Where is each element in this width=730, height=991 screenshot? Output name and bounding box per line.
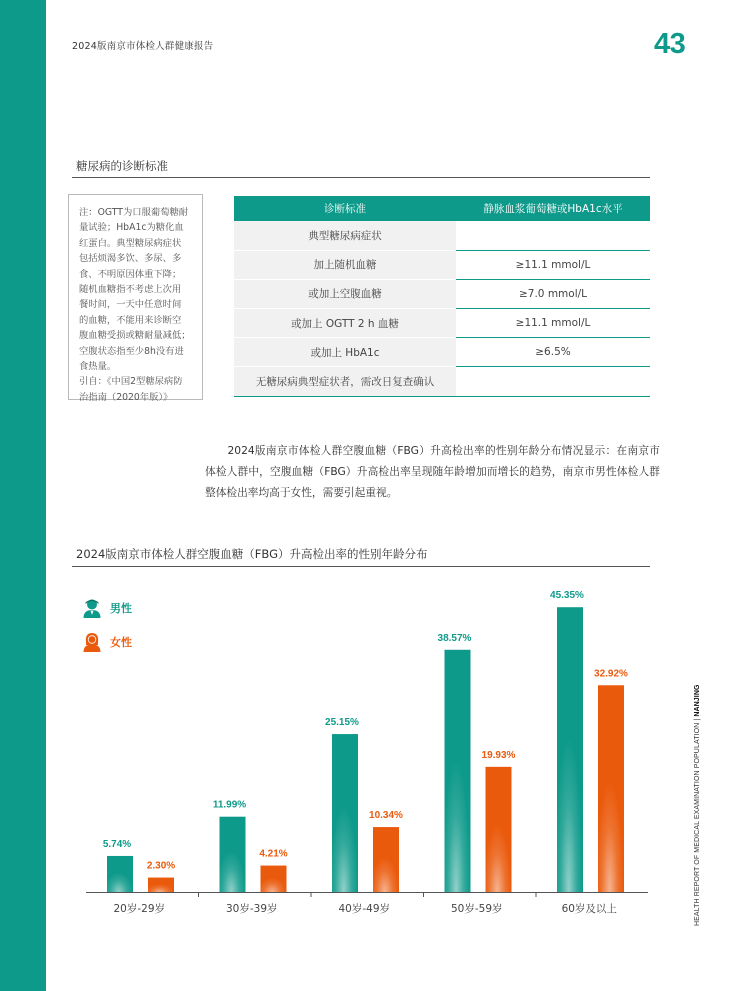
- side-color-bar: [0, 0, 46, 991]
- note-line: 食、不明原因体重下降；: [79, 268, 182, 280]
- table-cell: 或加上 HbA1c: [234, 338, 456, 367]
- x-tick-label: 60岁及以上: [561, 903, 617, 915]
- legend-item-male: [82, 598, 132, 618]
- table-cell: ≥11.1 mmol/L: [456, 250, 650, 279]
- page-number: 43: [654, 28, 686, 60]
- male-person-icon: [82, 598, 102, 618]
- bar-glow: [486, 767, 512, 892]
- x-tick-label: 30岁-39岁: [225, 903, 278, 915]
- note-line: 红蛋白。典型糖尿病症状: [79, 237, 182, 249]
- diagnosis-criteria-table: [234, 196, 650, 397]
- section-divider: [72, 177, 650, 178]
- note-line: 注：OGTT为口服葡萄糖耐: [79, 207, 189, 218]
- table-cell: 典型糖尿病症状: [234, 221, 456, 250]
- bar-female: [261, 866, 287, 892]
- legend-label-male: 男性: [110, 602, 132, 615]
- data-label: 2.30%: [146, 860, 176, 872]
- bar-glow: [261, 866, 287, 892]
- column-header: 静脉血浆葡萄糖或HbA1c水平: [456, 196, 650, 221]
- note-line: 治指南（2020年版）》: [79, 391, 173, 403]
- x-tick-label: 40岁-49岁: [338, 903, 391, 915]
- bar-glow: [445, 650, 471, 892]
- table-cell: ≥7.0 mmol/L: [456, 279, 650, 308]
- bar-female: [373, 827, 399, 892]
- body-paragraph: [205, 440, 660, 503]
- x-tick-label: 50岁-59岁: [450, 903, 503, 915]
- bar-glow: [332, 734, 358, 892]
- table-row: [234, 221, 650, 250]
- female-person-icon: [82, 632, 102, 652]
- table-cell: 无糖尿病典型症状者，需改日复查确认: [234, 367, 456, 396]
- note-box: [68, 194, 203, 403]
- bar-male: [557, 607, 583, 892]
- table-cell: 或加上空腹血糖: [234, 279, 456, 308]
- note-line: 随机血糖指不考虑上次用: [79, 284, 182, 296]
- note-line: 腹血糖受损或糖耐量减低；: [79, 330, 191, 342]
- legend-label-female: 女性: [110, 636, 132, 649]
- section-title-diagnosis: 糖尿病的诊断标准: [76, 159, 168, 173]
- section-divider: [72, 566, 650, 567]
- note-line: 引自：《中国2型糖尿病防: [79, 376, 183, 388]
- note-line: 餐时间，一天中任意时间: [79, 299, 182, 311]
- bar-male: [107, 856, 133, 892]
- table-row: [234, 309, 650, 338]
- bar-glow: [598, 685, 624, 892]
- table-row: [234, 367, 650, 396]
- bar-glow: [148, 878, 174, 892]
- data-label: 19.93%: [481, 749, 516, 761]
- side-vertical-caption: HEALTH REPORT OF MEDICAL EXAMINATION POPULATION | NANJING: [694, 684, 701, 926]
- data-label: 32.92%: [594, 668, 628, 680]
- bar-glow: [373, 827, 399, 892]
- bar-glow: [107, 856, 133, 892]
- table-row: [234, 338, 650, 367]
- x-tick-label: 20岁-29岁: [113, 903, 166, 915]
- table-cell: ≥6.5%: [456, 338, 650, 367]
- table-cell: [456, 367, 650, 396]
- section-title-chart: 2024版南京市体检人群空腹血糖（FBG）升高检出率的性别年龄分布: [76, 547, 428, 561]
- bar-male: [445, 650, 471, 892]
- bar-female: [598, 685, 624, 892]
- data-label: 38.57%: [437, 632, 472, 644]
- note-line: 食热量。: [79, 361, 117, 373]
- data-label: 5.74%: [102, 838, 132, 850]
- table-cell: [456, 221, 650, 250]
- table-cell: ≥11.1 mmol/L: [456, 309, 650, 338]
- bar-female: [148, 878, 174, 892]
- side-caption-text: HEALTH REPORT OF MEDICAL EXAMINATION POPULATION: [694, 722, 701, 926]
- bar-male: [220, 817, 246, 892]
- table-row: [234, 250, 650, 279]
- data-label: 11.99%: [212, 799, 247, 811]
- bar-glow: [557, 607, 583, 892]
- bar-male: [332, 734, 358, 892]
- paragraph-text: 2024版南京市体检人群空腹血糖（FBG）升高检出率的性别年龄分布情况显示：在南京市体检人群中，空腹血糖（FBG）升高检出率呈现随年龄增加而增长的趋势，南京市男性体检人群整体检出率均高于女性，需要引起重视。: [205, 444, 660, 499]
- data-label: 10.34%: [369, 810, 403, 822]
- bar-female: [486, 767, 512, 892]
- note-line: 包括烦渴多饮、多尿、多: [79, 253, 182, 265]
- column-header: 诊断标准: [234, 196, 456, 221]
- bar-glow: [220, 817, 246, 892]
- table-row: [234, 279, 650, 308]
- note-line: 量试验；HbA1c为糖化血: [79, 222, 184, 234]
- data-label: 45.35%: [550, 590, 584, 602]
- header-title: 2024版南京市体检人群健康报告: [72, 41, 214, 52]
- table-header-row: [234, 196, 650, 221]
- table-cell: 加上随机血糖: [234, 250, 456, 279]
- note-line: 空腹状态指至少8h没有进: [79, 345, 184, 357]
- table-cell: 或加上 OGTT 2 h 血糖: [234, 309, 456, 338]
- data-label: 4.21%: [259, 848, 288, 860]
- note-line: 的血糖，不能用来诊断空: [79, 314, 182, 326]
- legend-item-female: [82, 632, 132, 652]
- data-label: 25.15%: [325, 717, 359, 729]
- side-caption-city: NANJING: [694, 684, 701, 717]
